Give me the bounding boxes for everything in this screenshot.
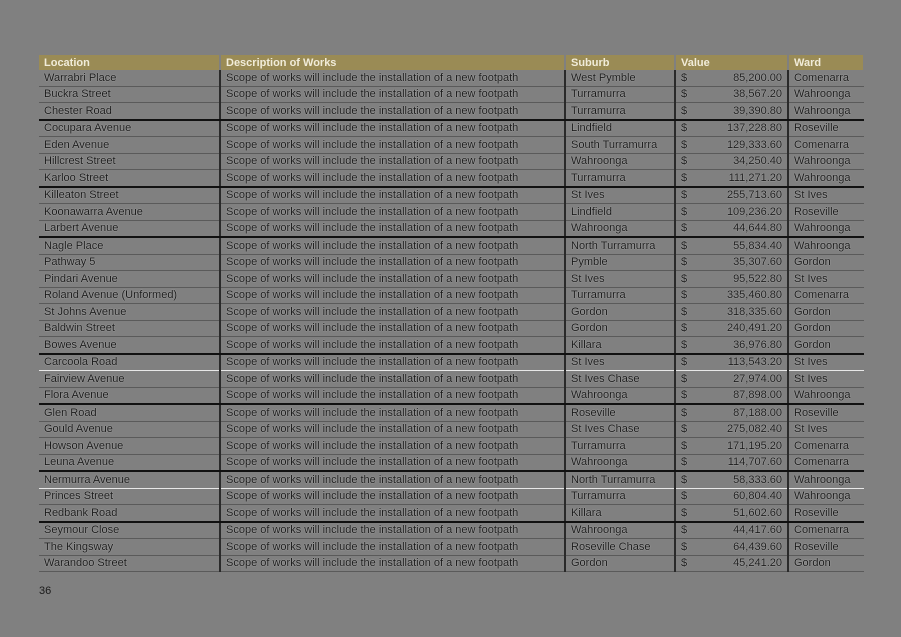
cell-ward: St Ives xyxy=(788,187,864,204)
cell-location: Nagle Place xyxy=(39,237,220,254)
cell-location: Gould Avenue xyxy=(39,421,220,438)
cell-value xyxy=(675,170,788,187)
currency-symbol: $ xyxy=(681,372,688,385)
cell-value xyxy=(675,254,788,271)
cell-ward: Roseville xyxy=(788,505,864,522)
cell-suburb: Gordon xyxy=(565,304,675,321)
table-row xyxy=(39,438,864,455)
cell-value xyxy=(675,120,788,137)
table-row xyxy=(39,404,864,421)
value-amount: 87,188.00 xyxy=(733,406,782,419)
table-row xyxy=(39,387,864,404)
cell-description: Scope of works will include the installation of a new footpath xyxy=(220,421,565,438)
currency-symbol: $ xyxy=(681,71,688,84)
cell-suburb: Wahroonga xyxy=(565,522,675,539)
cell-suburb: Turramurra xyxy=(565,488,675,505)
cell-suburb: St Ives xyxy=(565,271,675,288)
cell-description: Scope of works will include the installation of a new footpath xyxy=(220,271,565,288)
cell-value xyxy=(675,505,788,522)
currency-symbol: $ xyxy=(681,524,688,537)
table-header-row xyxy=(39,55,864,70)
currency-symbol: $ xyxy=(681,189,688,202)
cell-suburb: Wahroonga xyxy=(565,454,675,471)
cell-ward: Gordon xyxy=(788,337,864,354)
cell-ward: Wahroonga xyxy=(788,170,864,187)
cell-suburb: Turramurra xyxy=(565,103,675,120)
value-amount: 87,898.00 xyxy=(733,389,782,402)
cell-location: St Johns Avenue xyxy=(39,304,220,321)
cell-description: Scope of works will include the installation of a new footpath xyxy=(220,320,565,337)
cell-location: Chester Road xyxy=(39,103,220,120)
cell-description: Scope of works will include the installation of a new footpath xyxy=(220,505,565,522)
value-amount: 113,543.20 xyxy=(727,356,782,369)
cell-value xyxy=(675,220,788,237)
cell-description: Scope of works will include the installation of a new footpath xyxy=(220,187,565,204)
header-value: Value xyxy=(675,55,788,70)
currency-symbol: $ xyxy=(681,406,688,419)
currency-symbol: $ xyxy=(681,557,688,570)
cell-location: Howson Avenue xyxy=(39,438,220,455)
value-amount: 39,390.80 xyxy=(733,104,782,117)
value-amount: 36,976.80 xyxy=(733,338,782,351)
header-suburb: Suburb xyxy=(565,55,675,70)
value-amount: 51,602.60 xyxy=(733,506,782,519)
table-row xyxy=(39,137,864,154)
cell-ward: Gordon xyxy=(788,304,864,321)
currency-symbol: $ xyxy=(681,456,688,469)
cell-value xyxy=(675,86,788,103)
value-amount: 60,804.40 xyxy=(733,490,782,503)
cell-value xyxy=(675,371,788,388)
currency-symbol: $ xyxy=(681,222,688,235)
cell-description: Scope of works will include the installation of a new footpath xyxy=(220,555,565,572)
cell-ward: St Ives xyxy=(788,271,864,288)
cell-ward: Wahroonga xyxy=(788,103,864,120)
cell-value xyxy=(675,320,788,337)
cell-description: Scope of works will include the installation of a new footpath xyxy=(220,220,565,237)
cell-suburb: Turramurra xyxy=(565,86,675,103)
cell-ward: Roseville xyxy=(788,404,864,421)
cell-suburb: South Turramurra xyxy=(565,137,675,154)
cell-suburb: Roseville xyxy=(565,404,675,421)
cell-suburb: Gordon xyxy=(565,555,675,572)
page-number: 36 xyxy=(39,585,52,597)
cell-suburb: Lindfield xyxy=(565,120,675,137)
cell-ward: Roseville xyxy=(788,539,864,556)
cell-description: Scope of works will include the installation of a new footpath xyxy=(220,522,565,539)
cell-ward: Gordon xyxy=(788,320,864,337)
table-body xyxy=(39,70,864,572)
cell-suburb: Wahroonga xyxy=(565,153,675,170)
cell-suburb: Pymble xyxy=(565,254,675,271)
cell-ward: Comenarra xyxy=(788,438,864,455)
cell-value xyxy=(675,337,788,354)
cell-value xyxy=(675,237,788,254)
value-amount: 335,460.80 xyxy=(726,289,782,302)
value-amount: 38,567.20 xyxy=(733,88,782,101)
currency-symbol: $ xyxy=(681,256,688,269)
currency-symbol: $ xyxy=(681,338,688,351)
table-row xyxy=(39,204,864,221)
value-amount: 171,195.20 xyxy=(726,439,782,452)
table-row xyxy=(39,522,864,539)
cell-ward: St Ives xyxy=(788,371,864,388)
cell-ward: Wahroonga xyxy=(788,471,864,488)
cell-ward: Wahroonga xyxy=(788,153,864,170)
cell-suburb: Turramurra xyxy=(565,438,675,455)
cell-description: Scope of works will include the installation of a new footpath xyxy=(220,438,565,455)
value-amount: 44,644.80 xyxy=(733,222,782,235)
cell-value xyxy=(675,304,788,321)
cell-location: Seymour Close xyxy=(39,522,220,539)
cell-value xyxy=(675,204,788,221)
header-description: Description of Works xyxy=(220,55,565,70)
value-amount: 85,200.00 xyxy=(733,71,782,84)
cell-suburb: St Ives Chase xyxy=(565,371,675,388)
cell-value xyxy=(675,354,788,371)
cell-location: Pathway 5 xyxy=(39,254,220,271)
cell-value xyxy=(675,103,788,120)
table-row xyxy=(39,320,864,337)
table-row xyxy=(39,354,864,371)
currency-symbol: $ xyxy=(681,272,688,285)
cell-suburb: Killara xyxy=(565,337,675,354)
value-amount: 109,236.20 xyxy=(726,205,782,218)
table-row xyxy=(39,454,864,471)
cell-value xyxy=(675,555,788,572)
cell-location: Hillcrest Street xyxy=(39,153,220,170)
cell-suburb: Killara xyxy=(565,505,675,522)
cell-ward: Comenarra xyxy=(788,70,864,86)
value-amount: 95,522.80 xyxy=(733,272,782,285)
table-row xyxy=(39,471,864,488)
cell-description: Scope of works will include the installation of a new footpath xyxy=(220,371,565,388)
cell-ward: St Ives xyxy=(788,354,864,371)
currency-symbol: $ xyxy=(681,439,688,452)
value-amount: 318,335.60 xyxy=(726,305,782,318)
cell-location: Killeaton Street xyxy=(39,187,220,204)
cell-location: Flora Avenue xyxy=(39,387,220,404)
value-amount: 45,241.20 xyxy=(733,557,782,570)
cell-description: Scope of works will include the installation of a new footpath xyxy=(220,170,565,187)
cell-location: Redbank Road xyxy=(39,505,220,522)
cell-ward: Gordon xyxy=(788,254,864,271)
cell-description: Scope of works will include the installation of a new footpath xyxy=(220,204,565,221)
cell-ward: Wahroonga xyxy=(788,488,864,505)
currency-symbol: $ xyxy=(681,473,688,486)
cell-suburb: Gordon xyxy=(565,320,675,337)
table-row xyxy=(39,539,864,556)
currency-symbol: $ xyxy=(681,155,688,168)
table-row xyxy=(39,220,864,237)
cell-description: Scope of works will include the installation of a new footpath xyxy=(220,539,565,556)
cell-description: Scope of works will include the installation of a new footpath xyxy=(220,103,565,120)
cell-value xyxy=(675,454,788,471)
cell-location: Bowes Avenue xyxy=(39,337,220,354)
cell-description: Scope of works will include the installation of a new footpath xyxy=(220,254,565,271)
cell-ward: Comenarra xyxy=(788,287,864,304)
cell-ward: Comenarra xyxy=(788,522,864,539)
cell-ward: Wahroonga xyxy=(788,86,864,103)
cell-description: Scope of works will include the installation of a new footpath xyxy=(220,337,565,354)
cell-suburb: Wahroonga xyxy=(565,220,675,237)
currency-symbol: $ xyxy=(681,506,688,519)
currency-symbol: $ xyxy=(681,122,688,135)
cell-location: Karloo Street xyxy=(39,170,220,187)
cell-description: Scope of works will include the installation of a new footpath xyxy=(220,137,565,154)
currency-symbol: $ xyxy=(681,540,688,553)
cell-value xyxy=(675,421,788,438)
currency-symbol: $ xyxy=(681,490,688,503)
table-row xyxy=(39,170,864,187)
table-row xyxy=(39,304,864,321)
header-ward: Ward xyxy=(788,55,864,70)
cell-location: Buckra Street xyxy=(39,86,220,103)
cell-location: Carcoola Road xyxy=(39,354,220,371)
cell-location: Warrabri Place xyxy=(39,70,220,86)
value-amount: 114,707.60 xyxy=(727,456,782,469)
cell-value xyxy=(675,70,788,86)
cell-suburb: Turramurra xyxy=(565,170,675,187)
table-row xyxy=(39,70,864,86)
table-row xyxy=(39,371,864,388)
cell-value xyxy=(675,153,788,170)
value-amount: 34,250.40 xyxy=(733,155,782,168)
currency-symbol: $ xyxy=(681,171,688,184)
cell-value xyxy=(675,187,788,204)
table-row xyxy=(39,254,864,271)
table-row xyxy=(39,555,864,572)
currency-symbol: $ xyxy=(681,138,688,151)
cell-suburb: North Turramurra xyxy=(565,237,675,254)
currency-symbol: $ xyxy=(681,88,688,101)
cell-description: Scope of works will include the installation of a new footpath xyxy=(220,454,565,471)
cell-ward: Comenarra xyxy=(788,454,864,471)
cell-ward: Wahroonga xyxy=(788,387,864,404)
cell-value xyxy=(675,488,788,505)
cell-suburb: Wahroonga xyxy=(565,387,675,404)
cell-description: Scope of works will include the installation of a new footpath xyxy=(220,471,565,488)
cell-description: Scope of works will include the installation of a new footpath xyxy=(220,237,565,254)
cell-location: Larbert Avenue xyxy=(39,220,220,237)
cell-description: Scope of works will include the installation of a new footpath xyxy=(220,354,565,371)
cell-description: Scope of works will include the installation of a new footpath xyxy=(220,287,565,304)
value-amount: 55,834.40 xyxy=(733,239,782,252)
value-amount: 64,439.60 xyxy=(733,540,782,553)
cell-suburb: West Pymble xyxy=(565,70,675,86)
value-amount: 35,307.60 xyxy=(733,256,782,269)
cell-suburb: St Ives xyxy=(565,354,675,371)
cell-suburb: Lindfield xyxy=(565,204,675,221)
table-row xyxy=(39,237,864,254)
cell-description: Scope of works will include the installation of a new footpath xyxy=(220,404,565,421)
currency-symbol: $ xyxy=(681,239,688,252)
cell-ward: Roseville xyxy=(788,120,864,137)
cell-location: Fairview Avenue xyxy=(39,371,220,388)
currency-symbol: $ xyxy=(681,104,688,117)
cell-suburb: North Turramurra xyxy=(565,471,675,488)
cell-description: Scope of works will include the installation of a new footpath xyxy=(220,304,565,321)
currency-symbol: $ xyxy=(681,423,688,436)
cell-ward: Gordon xyxy=(788,555,864,572)
cell-value xyxy=(675,137,788,154)
cell-location: Glen Road xyxy=(39,404,220,421)
table-row xyxy=(39,421,864,438)
cell-value xyxy=(675,438,788,455)
cell-description: Scope of works will include the installation of a new footpath xyxy=(220,120,565,137)
cell-location: The Kingsway xyxy=(39,539,220,556)
cell-value xyxy=(675,539,788,556)
cell-location: Roland Avenue (Unformed) xyxy=(39,287,220,304)
cell-location: Princes Street xyxy=(39,488,220,505)
value-amount: 137,228.80 xyxy=(726,122,782,135)
cell-location: Pindari Avenue xyxy=(39,271,220,288)
cell-location: Cocupara Avenue xyxy=(39,120,220,137)
works-table xyxy=(39,55,865,572)
cell-value xyxy=(675,404,788,421)
table-row xyxy=(39,271,864,288)
value-amount: 44,417.60 xyxy=(733,524,782,537)
cell-description: Scope of works will include the installation of a new footpath xyxy=(220,153,565,170)
table-row xyxy=(39,187,864,204)
cell-value xyxy=(675,522,788,539)
cell-suburb: Turramurra xyxy=(565,287,675,304)
cell-value xyxy=(675,387,788,404)
cell-location: Nermurra Avenue xyxy=(39,471,220,488)
currency-symbol: $ xyxy=(681,356,688,369)
cell-ward: Wahroonga xyxy=(788,220,864,237)
value-amount: 111,271.20 xyxy=(728,171,782,184)
cell-ward: Comenarra xyxy=(788,137,864,154)
cell-location: Koonawarra Avenue xyxy=(39,204,220,221)
cell-value xyxy=(675,287,788,304)
currency-symbol: $ xyxy=(681,205,688,218)
table-row xyxy=(39,120,864,137)
currency-symbol: $ xyxy=(681,305,688,318)
value-amount: 27,974.00 xyxy=(733,372,782,385)
cell-ward: St Ives xyxy=(788,421,864,438)
header-location: Location xyxy=(39,55,220,70)
table-row xyxy=(39,488,864,505)
value-amount: 255,713.60 xyxy=(726,189,782,202)
cell-description: Scope of works will include the installation of a new footpath xyxy=(220,86,565,103)
table-row xyxy=(39,505,864,522)
table-row xyxy=(39,103,864,120)
table-row xyxy=(39,153,864,170)
value-amount: 275,082.40 xyxy=(726,423,782,436)
cell-location: Warandoo Street xyxy=(39,555,220,572)
cell-suburb: Roseville Chase xyxy=(565,539,675,556)
currency-symbol: $ xyxy=(681,389,688,402)
cell-value xyxy=(675,471,788,488)
cell-location: Baldwin Street xyxy=(39,320,220,337)
cell-location: Eden Avenue xyxy=(39,137,220,154)
value-amount: 240,491.20 xyxy=(726,322,782,335)
currency-symbol: $ xyxy=(681,322,688,335)
currency-symbol: $ xyxy=(681,289,688,302)
cell-value xyxy=(675,271,788,288)
cell-description: Scope of works will include the installation of a new footpath xyxy=(220,70,565,86)
table-row xyxy=(39,337,864,354)
cell-suburb: St Ives xyxy=(565,187,675,204)
cell-description: Scope of works will include the installation of a new footpath xyxy=(220,488,565,505)
table-row xyxy=(39,287,864,304)
cell-ward: Roseville xyxy=(788,204,864,221)
cell-suburb: St Ives Chase xyxy=(565,421,675,438)
cell-ward: Wahroonga xyxy=(788,237,864,254)
table-row xyxy=(39,86,864,103)
value-amount: 58,333.60 xyxy=(733,473,782,486)
cell-location: Leuna Avenue xyxy=(39,454,220,471)
value-amount: 129,333.60 xyxy=(726,138,782,151)
cell-description: Scope of works will include the installation of a new footpath xyxy=(220,387,565,404)
